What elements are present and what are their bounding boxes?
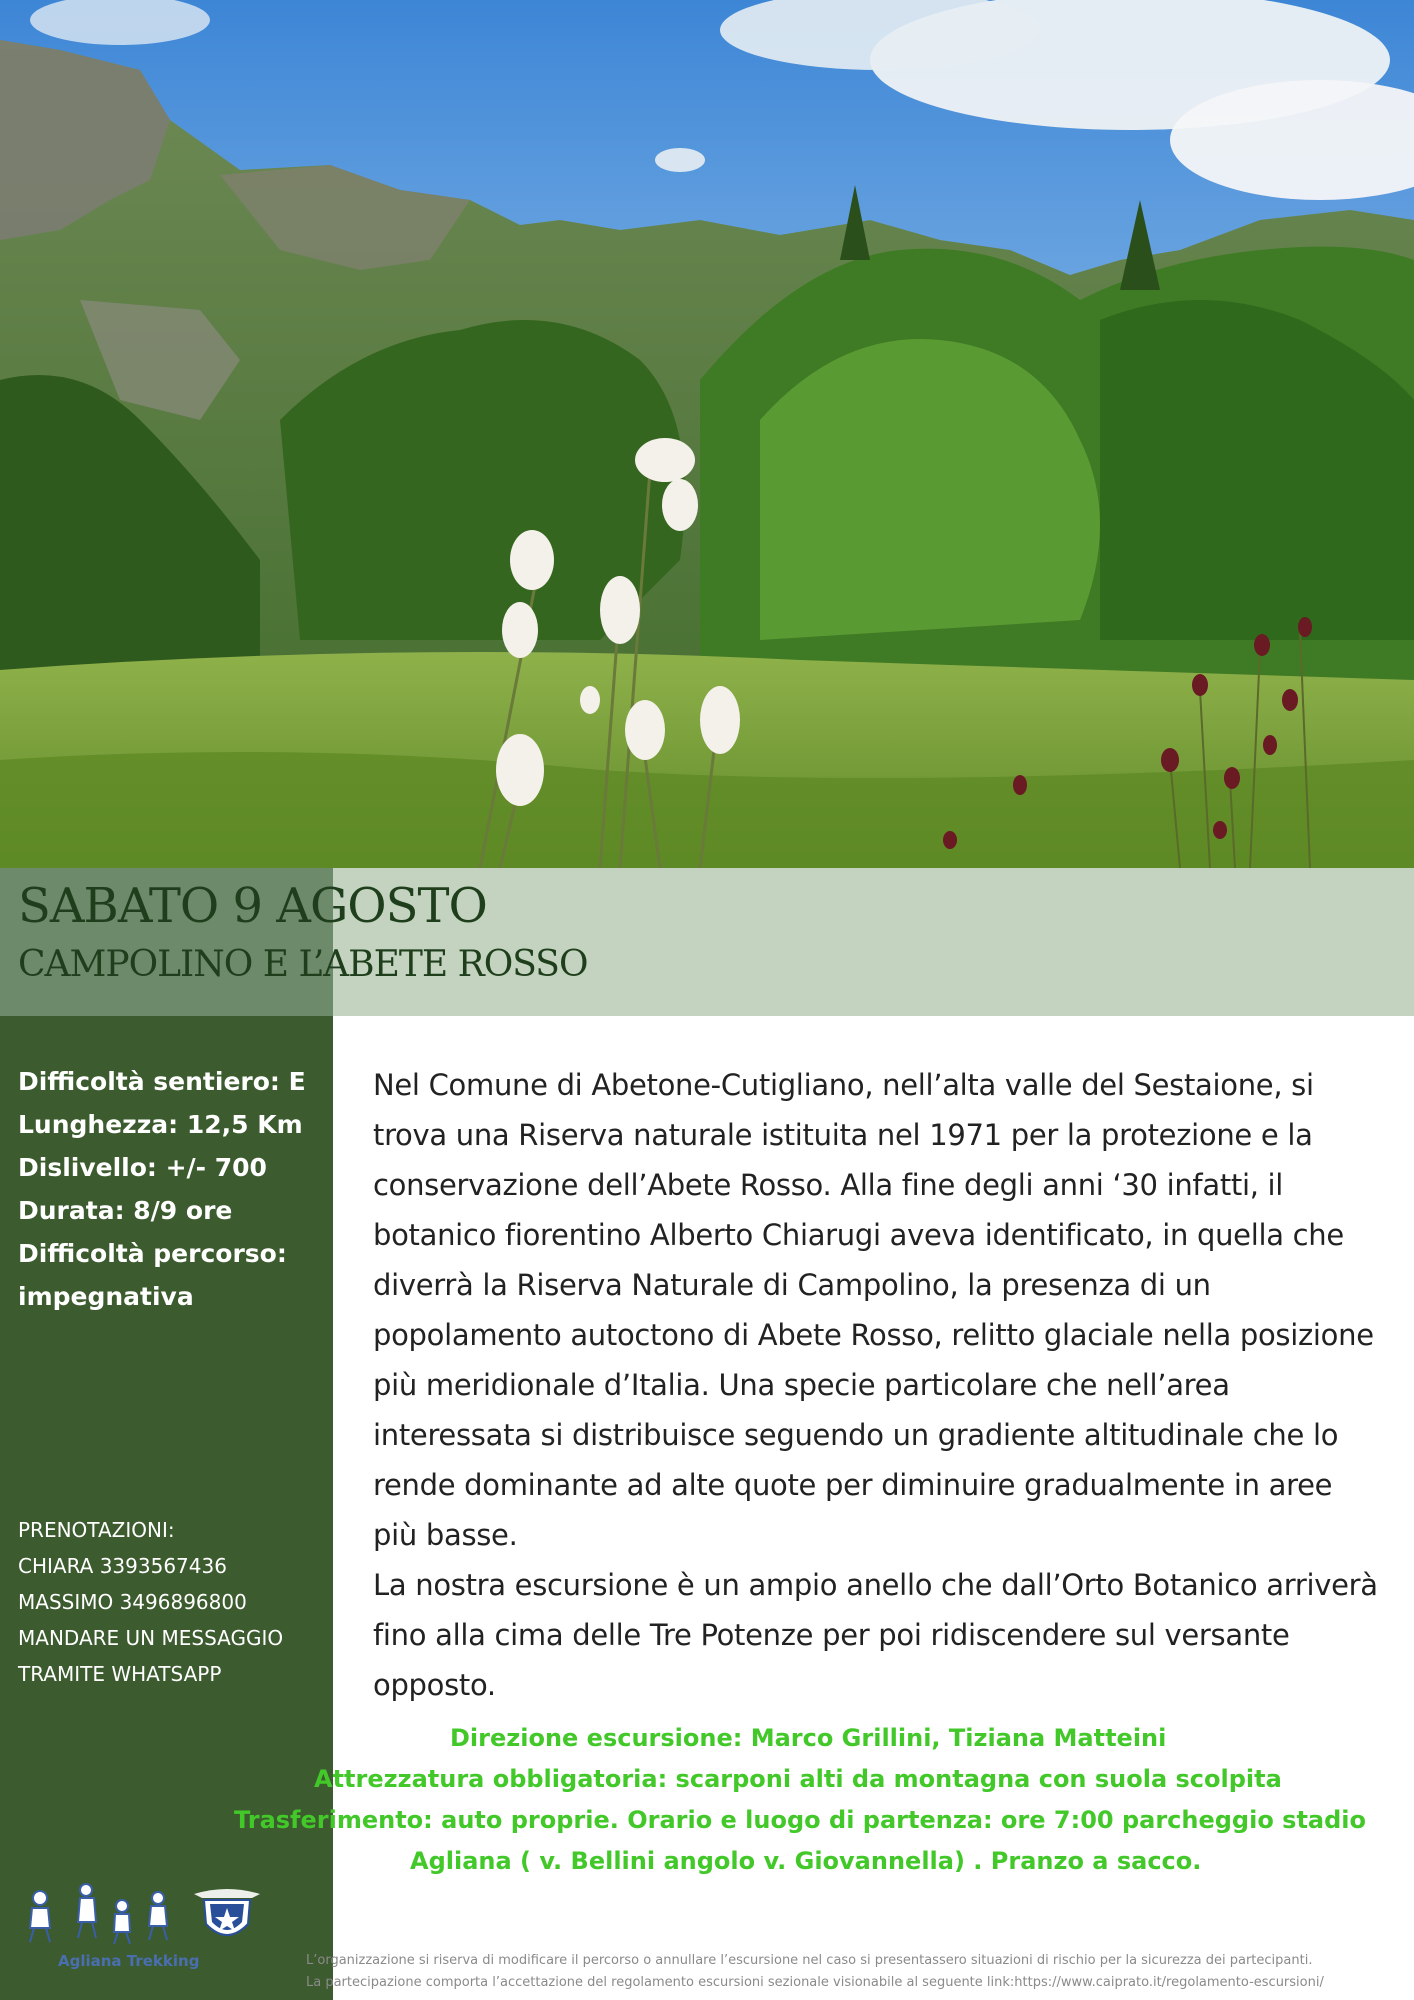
info-direction: Direzione escursione: Marco Grillini, Tiziana Matteini: [450, 1724, 1167, 1752]
spec-difficulty-route-value: impegnativa: [18, 1282, 194, 1311]
trail-specs: [18, 1060, 328, 1318]
hero-photo: [0, 0, 1414, 868]
footer-line-2: La partecipazione comporta l’accettazione del regolamento escursioni sezionale visionabile al seguente link:https://www.caiprato.it/regolamento-escursioni/: [306, 1975, 1324, 1990]
spec-difficulty-route-label: Difficoltà percorso:: [18, 1239, 287, 1268]
footer-line-1: L’organizzazione si riserva di modificare il percorso o annullare l’escursione nel caso si presentassero situazioni di rischio per la sicurezza dei partecipanti.: [306, 1953, 1313, 1968]
cai-shield-icon: [192, 1888, 262, 1948]
event-description: [373, 1060, 1383, 1710]
booking-note-2: TRAMITE WHATSAPP: [18, 1662, 222, 1686]
booking-contact-massimo: MASSIMO 3496896800: [18, 1590, 247, 1614]
booking-note-1: MANDARE UN MESSAGGIO: [18, 1626, 284, 1650]
event-subtitle: CAMPOLINO E L’ABETE ROSSO: [18, 944, 588, 985]
info-transfer: Trasferimento: auto proprie. Orario e luogo di partenza: ore 7:00 parcheggio stadio: [234, 1806, 1367, 1834]
booking-contact-chiara: CHIARA 3393567436: [18, 1554, 227, 1578]
description-paragraph-1: Nel Comune di Abetone-Cutigliano, nell’alta valle del Sestaione, si trova una Riserva naturale istituita nel 1971 per la protezione e la conservazione dell’Abete Rosso. Alla fine degli anni ‘30 infatti, il botanico fiorentino Alberto Chiarugi aveva identificato, in quella che diverrà la Riserva Naturale di Campolino, la presenza di un popolamento autoctono di Abete Rosso, relitto glaciale nella posizione più meridionale d’Italia. Una specie particolare che nell’area interessata si distribuisce seguendo un gradiente altitudinale che lo rende dominante ad alte quote per diminuire gradualmente in aree più basse.: [373, 1068, 1374, 1552]
footer-disclaimer: [306, 1950, 1406, 1994]
event-date-title: SABATO 9 AGOSTO: [18, 878, 487, 934]
description-paragraph-2: La nostra escursione è un ampio anello che dall’Orto Botanico arriverà fino alla cima delle Tre Potenze per poi ridiscendere sul versante opposto.: [373, 1568, 1378, 1702]
spec-elevation: Dislivello: +/- 700: [18, 1153, 267, 1182]
title-band-right: [333, 868, 1414, 1016]
trekking-logo-text: Agliana Trekking: [58, 1952, 200, 1970]
info-meeting-point: Agliana ( v. Bellini angolo v. Giovannella) . Pranzo a sacco.: [410, 1847, 1202, 1875]
booking-heading: PRENOTAZIONI:: [18, 1518, 175, 1542]
booking-info: [18, 1512, 333, 1692]
info-equipment: Attrezzatura obbligatoria: scarponi alti da montagna con suola scolpita: [314, 1765, 1282, 1793]
spec-duration: Durata: 8/9 ore: [18, 1196, 233, 1225]
spec-length: Lunghezza: 12,5 Km: [18, 1110, 303, 1139]
spec-difficulty-trail: Difficoltà sentiero: E: [18, 1067, 306, 1096]
